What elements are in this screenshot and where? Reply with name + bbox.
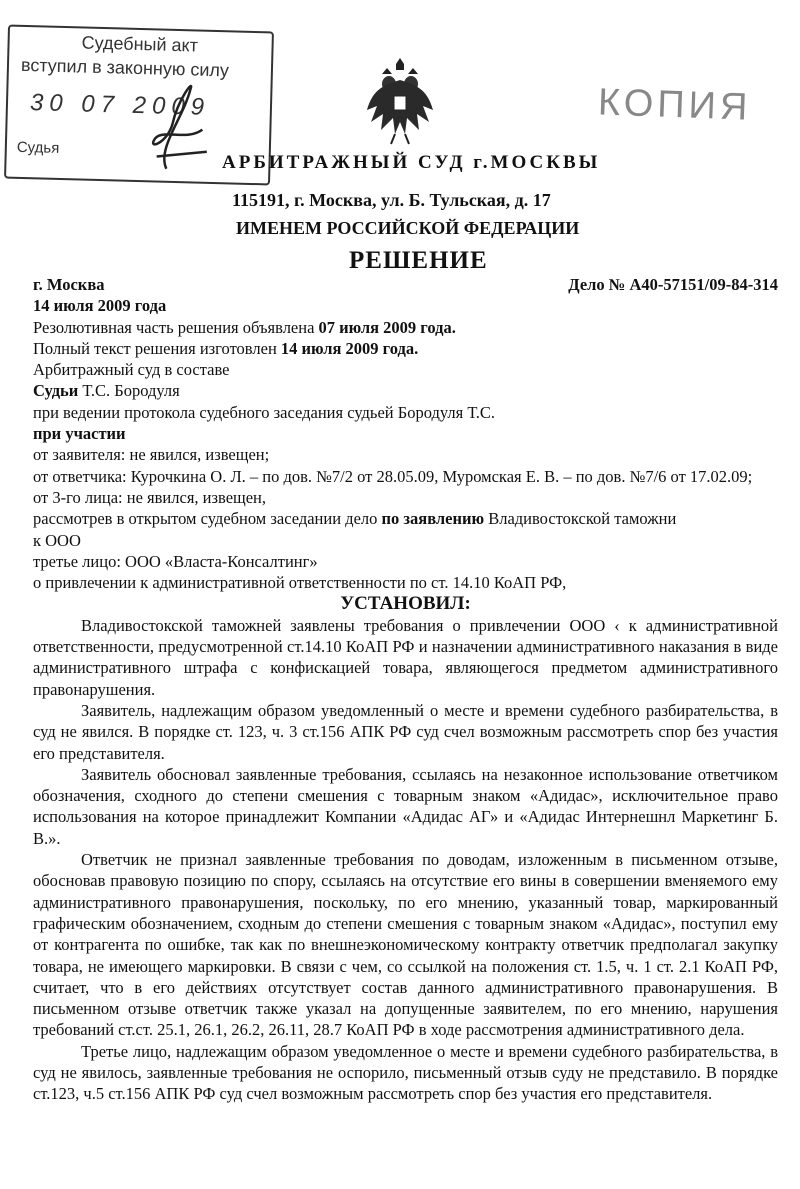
court-name: АРБИТРАЖНЫЙ СУД г.МОСКВЫ — [222, 152, 601, 173]
third-party-line: от 3-го лица: не явился, извещен, — [33, 487, 267, 507]
judge-line: Судьи Т.С. Бородуля — [33, 381, 180, 401]
paragraph: Ответчик не признал заявленные требования по доводам, изложенным в письменном отзыве, обосновав правовую позицию по спору, ссылаясь на отсутствие его вины в совершении вменяемого ему административного правонарушения, поскольку, по его мнению, указанный товар, маркированный графическим обозначением, сходным до степени смешения с товарным знаком «Адидас», поступил ему от контрагента по ошибке, так как по внешнеэкономическому контракту ответчик предполагал закупку товара, не имеющего маркировки. В связи с чем, со ссылкой на положения ст. 1.5, ч. 1 ст. 2.1 КоАП РФ, считает, что в его действиях отсутствует состав данного административного правонарушения. В письменном отзыве ответчик также указал на допущенные заявителем, по его мнению, нарушения требований ст.ст. 25.1, 26.1, 26.2, 26.11, 28.7 КоАП РФ в ходе рассмотрения административного дела. — [33, 850, 778, 1040]
paragraph: Владивостокской таможней заявлены требования о привлечении ООО ‹ к административной ответственности, предусмотренной ст.14.10 КоАП РФ и назначении административного наказания в виде административного штрафа с конфискацией товара, являющегося предметом административного правонарушения. — [33, 615, 778, 699]
decision-date: 14 июля 2009 года — [33, 296, 167, 316]
paragraph: Заявитель, надлежащим образом уведомленный о месте и времени судебного разбирательства, в суд не явился. В порядке ст. 123, ч. 3 ст.156 АПК РФ суд счел возможным рассмотреть спор без участия его представителя. — [33, 700, 778, 763]
decision-title: РЕШЕНИЕ — [349, 247, 488, 274]
double-headed-eagle-emblem-icon — [365, 50, 435, 145]
city: г. Москва — [33, 275, 105, 294]
subject-line: о привлечении к административной ответственности по ст. 14.10 КоАП РФ, — [33, 573, 567, 593]
respondent-line: от ответчика: Курочкина О. Л. – по дов. №7/2 от 28.05.09, Муромская Е. В. – по дов. №7/6 от 17.02.09; — [33, 466, 753, 486]
considered-line: рассмотрев в открытом судебном заседании дело по заявлению Владивостокской таможни — [33, 509, 677, 529]
paragraph: Заявитель обосновал заявленные требования, ссылаясь на незаконное использование ответчиком обозначения, сходного до степени смешения с товарным знаком «Адидас», исключительное право использования на которое принадлежит Компании «Адидас АГ» и «Адидас Интернешнл Маркетинг Б. В.». — [33, 764, 778, 848]
court-composition: Арбитражный суд в составе — [33, 360, 230, 380]
paragraph: Третье лицо, надлежащим образом уведомленное о месте и времени судебного разбирательства, в суд не явилось, заявленные требования не оспорило, письменный отзыв суду не представило. В порядке ст.123, ч.5 ст.156 АПК РФ суд счел возможным рассмотреть спор без участия его представителя. — [33, 1041, 778, 1104]
protocol-line: при ведении протокола судебного заседания судьей Бородуля Т.С. — [33, 402, 496, 422]
stamp-line-1: Судебный акт — [81, 32, 199, 56]
federation-heading: ИМЕНЕМ РОССИЙСКОЙ ФЕДЕРАЦИИ — [236, 218, 580, 238]
stamp-line-2: вступил в законную силу — [20, 54, 230, 81]
copy-stamp: КОПИЯ — [597, 81, 753, 129]
participation-label: при участии — [33, 424, 126, 444]
case-number: Дело № А40-57151/09-84-314 — [568, 275, 778, 294]
city-case-row — [33, 274, 778, 295]
to-llc-line: к ООО — [33, 530, 81, 550]
established-heading: УСТАНОВИЛ: — [340, 593, 471, 615]
stamp-signature-label: Судья — [16, 138, 60, 157]
document-body — [33, 274, 778, 1105]
stamp-date: 30 07 2009 — [29, 89, 211, 121]
third-party-name: третье лицо: ООО «Власта-Консалтинг» — [33, 551, 318, 571]
operative-part-line: Резолютивная часть решения объявлена 07 июля 2009 года. — [33, 317, 456, 337]
applicant-line: от заявителя: не явился, извещен; — [33, 445, 270, 465]
full-text-line: Полный текст решения изготовлен 14 июля 2009 года. — [33, 338, 419, 358]
signature-icon — [126, 78, 218, 175]
court-address: 115191, г. Москва, ул. Б. Тульская, д. 17 — [232, 190, 551, 210]
